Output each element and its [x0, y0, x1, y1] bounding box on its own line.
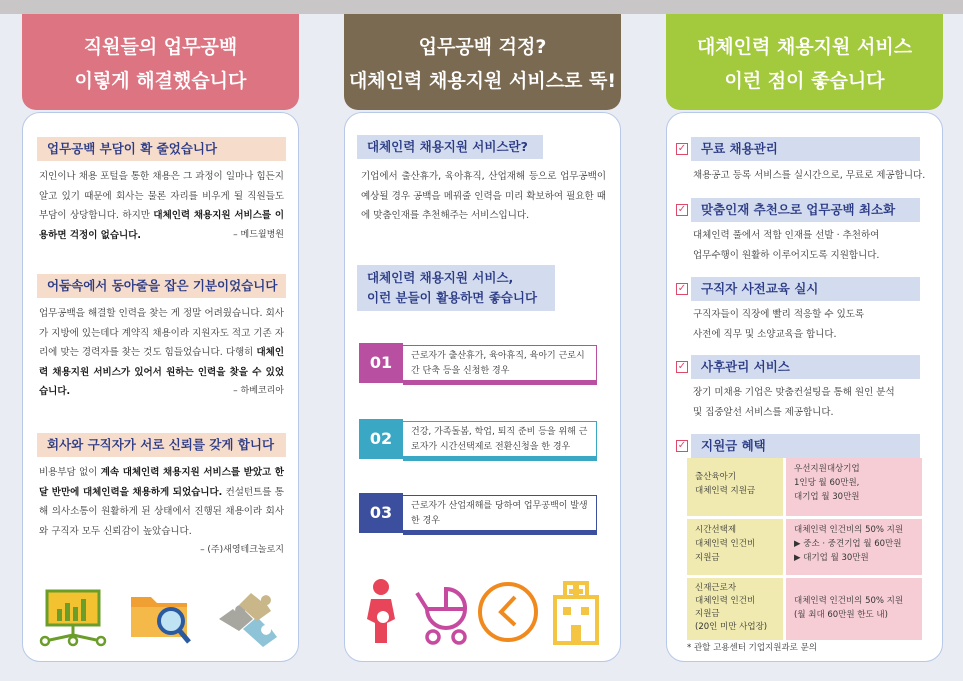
benefit2-desc: 대체인력 풀에서 적합 인재를 선발 · 추천하여 업무수행이 원활하 이루어지도록 지원합니다. — [693, 230, 880, 261]
step-number: 01 — [359, 343, 403, 383]
baby-stroller-icon — [415, 579, 477, 645]
testimonial1-text: 지인이나 채용 포털을 통한 채용은 그 과정이 일마나 힘든지 알고 있기 때문에 회사는 물론 자리를 비우게 될 직원들도 부담이 상당합니다. 하지만 대체인력 채용지원 서비스를 이용하면 걱정이 없습니다. – 메드윌병원 — [39, 167, 284, 245]
step-text: 건강, 가족돌봄, 학업, 퇴직 준비 등을 위해 근로자가 시간선택제로 전환신청을 한 경우 — [403, 421, 597, 457]
top-band — [0, 0, 963, 14]
checkbox-icon: ✓ — [677, 283, 687, 294]
testimonial1-signature: – 메드윌병원 — [233, 229, 284, 240]
subsidy-row1-right: 우선지원대상기업 1인당 월 60만원, 대기업 월 30만원 — [786, 458, 922, 516]
benefit1-desc: 채용공고 등록 서비스를 실시간으로, 무료로 제공합니다. — [693, 170, 926, 181]
col3-panel — [666, 112, 943, 662]
col1-header-line1: 직원들의 업무공백 — [83, 36, 238, 58]
testimonial1-title: 업무공백 부담이 확 줄었습니다 — [37, 137, 286, 161]
step-number: 02 — [359, 419, 403, 459]
col2-panel — [344, 112, 621, 662]
col2-header-line1: 업무공백 걱정? — [418, 36, 547, 58]
hospital-icon — [545, 577, 607, 647]
benefit4-desc: 장기 미채용 기업은 맞춤컨설팅을 통해 원인 분석 및 집중알선 서비스를 제공합니다. — [693, 387, 895, 418]
subsidy-row2-right: 대체인력 인건비의 50% 지원 ▶ 중소 · 중견기업 월 60만원 ▶ 대기업 월 30만원 — [786, 519, 922, 575]
subsidy-row2-left: 시간선택제 대체인력 인건비 지원금 — [687, 519, 783, 575]
step-number: 03 — [359, 493, 403, 533]
col1-panel — [22, 112, 299, 662]
checkbox-icon: ✓ — [677, 204, 687, 215]
case-step-1 — [359, 343, 597, 383]
service-who-title: 대체인력 채용지원 서비스, 이런 분들이 활용하면 좋습니다 — [357, 265, 555, 311]
subsidy-row1-left: 출산육아기 대체인력 지원금 — [687, 458, 783, 516]
step-edge — [403, 381, 597, 385]
puzzle-pieces-icon — [213, 589, 281, 647]
col2-header-line2: 대체인력 채용지원 서비스로 뚝! — [348, 70, 617, 92]
benefit4-title: 사후관리 서비스 — [691, 355, 920, 379]
subsidy-footnote: * 관할 고용센터 기업지원과로 문의 — [687, 643, 818, 653]
checkbox-icon: ✓ — [677, 361, 687, 372]
benefit2-title: 맞춤인재 추천으로 업무공백 최소화 — [691, 198, 920, 222]
step-edge — [403, 531, 597, 535]
clock-icon — [475, 579, 541, 645]
step-text: 근로자가 출산휴가, 육아휴직, 육아기 근로시간 단축 등을 신청한 경우 — [403, 345, 597, 381]
pregnant-woman-icon — [357, 577, 405, 647]
folder-magnifier-icon — [127, 587, 195, 647]
col3-header-line2: 이런 점이 좋습니다 — [724, 70, 885, 92]
service-what-title: 대체인력 채용지원 서비스란? — [357, 135, 543, 159]
checkbox-icon: ✓ — [677, 440, 687, 451]
col2-header — [344, 14, 621, 110]
subsidy-row3-left: 신재근로자 대체인력 인건비 지원금 (20인 미만 사업장) — [687, 578, 783, 640]
subsidy-title: 지원금 혜택 — [691, 434, 920, 458]
col1-header — [22, 14, 299, 110]
testimonial2-signature: – 하베코리아 — [233, 386, 284, 396]
step-edge — [403, 457, 597, 461]
col3-header-line1: 대체인력 채용지원 서비스 — [696, 36, 913, 58]
checkbox-icon: ✓ — [677, 143, 687, 154]
presentation-board-icon — [37, 589, 117, 647]
step-text: 근로자가 산업재해를 당하여 업무공백이 발생한 경우 — [403, 495, 597, 531]
benefit3-title: 구직자 사전교육 실시 — [691, 277, 920, 301]
testimonial3-title: 회사와 구직자가 서로 신뢰를 갖게 합니다 — [37, 433, 286, 457]
benefit1-title: 무료 채용관리 — [691, 137, 920, 161]
case-step-3 — [359, 493, 597, 533]
testimonial3-text: 비용부담 없이 계속 대체인력 채용지원 서비스를 받았고 한 달 반만에 대체인력을 채용하게 되었습니다. 컨설턴트를 통해 의사소통이 원활하게 된 상태에서 진행된 채용이라 회사와 구직자 모두 신뢰감이 높았습니다. – (주)새영테크놀로지 — [39, 463, 284, 561]
testimonial2-title: 어둠속에서 동아줄을 잡은 기분이었습니다 — [37, 274, 286, 298]
testimonial2-text: 업무공백을 해결할 인력을 찾는 게 정말 어려웠습니다. 회사가 지방에 있는데다 계약직 채용이라 지원자도 적고 기존 자리에 맞는 경력자를 찾는 것도 힘들었습니다. 다행히 대체인력 채용지원 서비스가 있어서 원하는 인력을 찾을 수 있었습니다. – 하베코리아 — [39, 304, 284, 402]
testimonial3-signature: – (주)새영테크놀로지 — [200, 545, 284, 555]
service-what-text: 기업에서 출산휴가, 육아휴직, 산업재해 등으로 업무공백이 예상될 경우 공백을 메꿔줄 인력을 미리 확보하여 필요한 때에 맞춤인재를 추천해주는 서비스입니다. — [361, 171, 606, 221]
benefit3-desc: 구직자들이 직장에 빨리 적응할 수 있도록 사전에 직무 및 소양교육을 합니다. — [693, 309, 865, 340]
col3-header — [666, 14, 943, 110]
subsidy-row3-right: 대체인력 인건비의 50% 지원 (월 최대 60만원 한도 내) — [786, 578, 922, 640]
case-step-2 — [359, 419, 597, 459]
col1-header-line2: 이렇게 해결했습니다 — [74, 70, 247, 92]
